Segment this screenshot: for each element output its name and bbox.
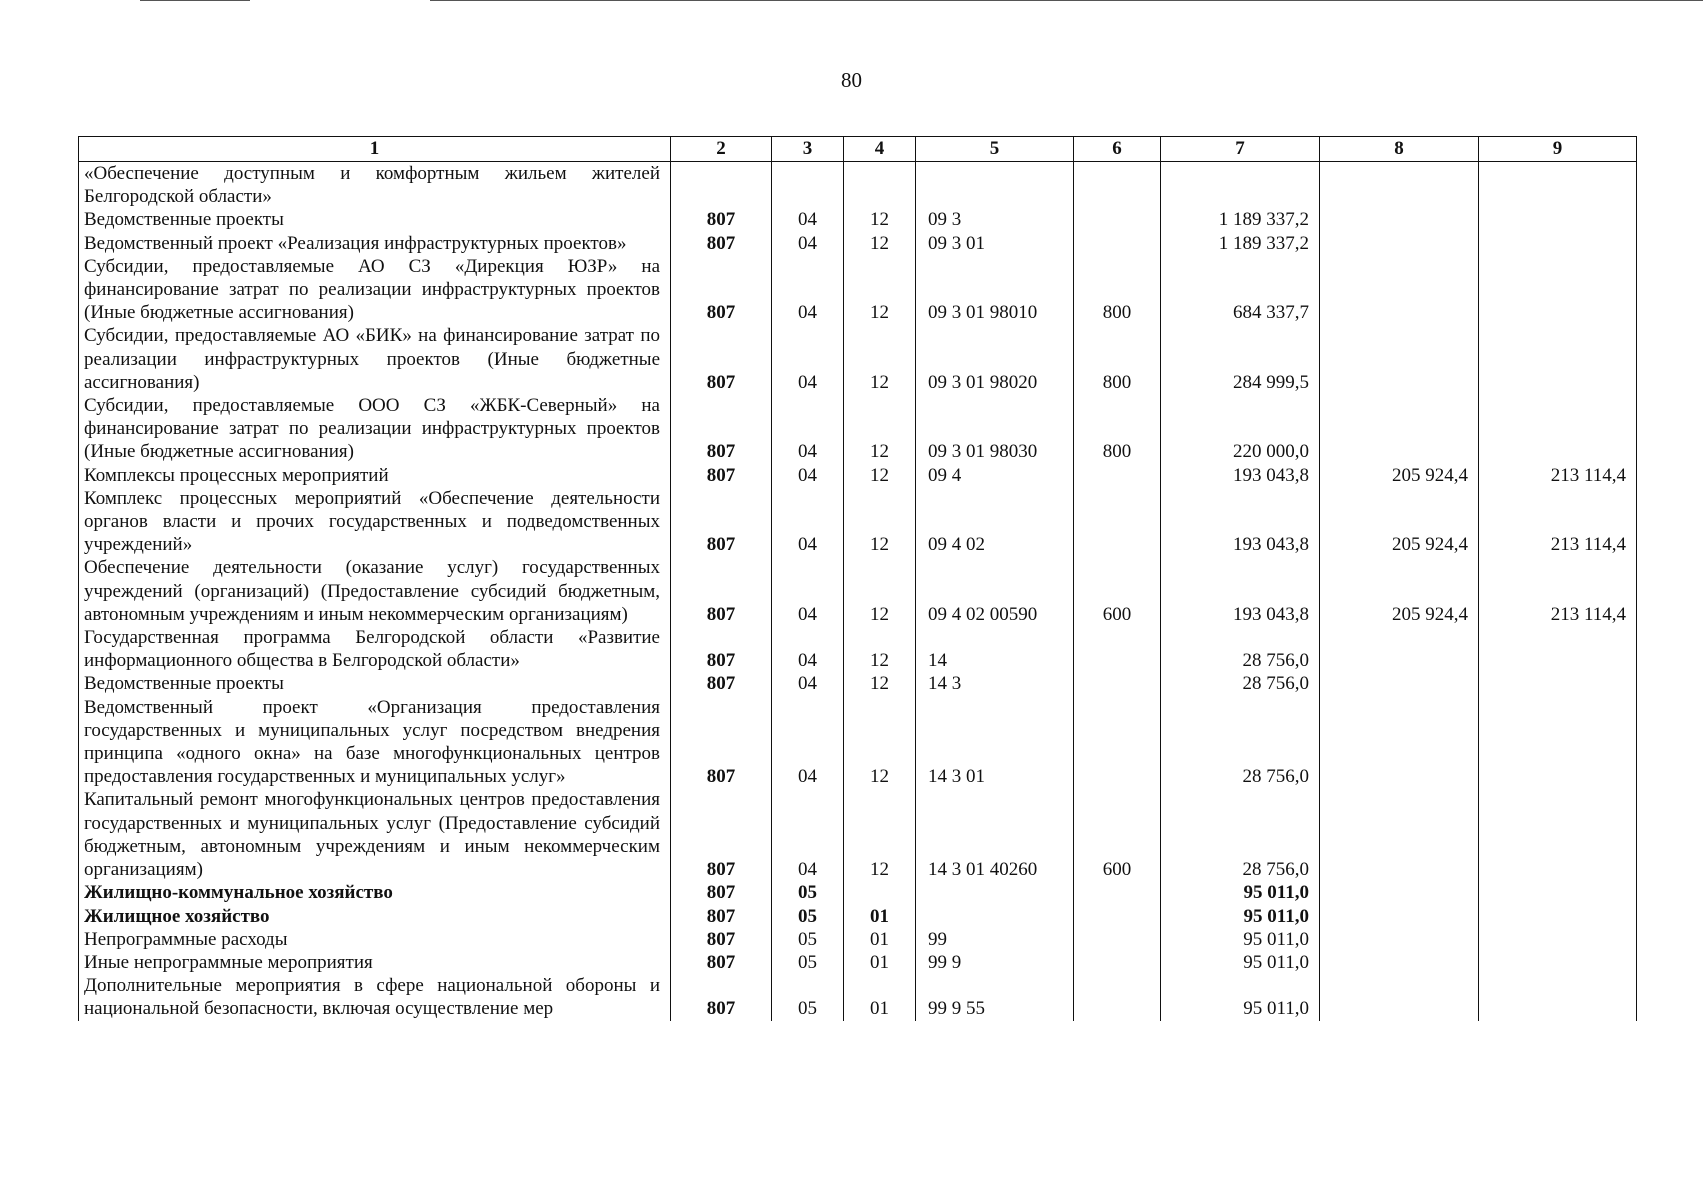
- expense-type-cell: 800: [1074, 255, 1161, 325]
- amount-year2-cell: [1320, 232, 1479, 255]
- table-header-row: [79, 137, 1637, 162]
- amount-year1-cell: 28 756,0: [1161, 626, 1320, 672]
- amount-year1-cell: 193 043,8: [1161, 556, 1320, 626]
- ministry-code-cell: 807: [671, 208, 772, 231]
- section-code-cell: 04: [772, 232, 844, 255]
- row-name-cell: Ведомственные проекты: [79, 208, 671, 231]
- table-row: [79, 394, 1637, 464]
- amount-year1-cell: 28 756,0: [1161, 788, 1320, 881]
- row-name-cell: Иные непрограммные мероприятия: [79, 951, 671, 974]
- target-article-cell: 09 3 01: [916, 232, 1074, 255]
- target-article-cell: 09 4 02 00590: [916, 556, 1074, 626]
- amount-year3-cell: [1479, 672, 1637, 695]
- row-name-cell: Ведомственный проект «Реализация инфраструктурных проектов»: [79, 232, 671, 255]
- expense-type-cell: [1074, 928, 1161, 951]
- subsection-code-cell: 12: [844, 696, 916, 789]
- section-code-cell: [772, 162, 844, 209]
- amount-year3-cell: 213 114,4: [1479, 487, 1637, 557]
- section-code-cell: 04: [772, 394, 844, 464]
- column-header: 7: [1161, 137, 1320, 162]
- table-row: [79, 905, 1637, 928]
- amount-year1-cell: 95 011,0: [1161, 905, 1320, 928]
- target-article-cell: [916, 162, 1074, 209]
- amount-year3-cell: [1479, 232, 1637, 255]
- amount-year3-cell: [1479, 788, 1637, 881]
- ministry-code-cell: 807: [671, 905, 772, 928]
- column-header: 9: [1479, 137, 1637, 162]
- subsection-code-cell: 01: [844, 905, 916, 928]
- column-header: 4: [844, 137, 916, 162]
- row-name-cell: Дополнительные мероприятия в сфере национальной обороны и национальной безопасности, включая осуществление мер: [79, 974, 671, 1020]
- expense-type-cell: [1074, 696, 1161, 789]
- table-row: [79, 974, 1637, 1020]
- amount-year2-cell: [1320, 951, 1479, 974]
- subsection-code-cell: 12: [844, 672, 916, 695]
- ministry-code-cell: 807: [671, 696, 772, 789]
- ministry-code-cell: 807: [671, 255, 772, 325]
- amount-year1-cell: 193 043,8: [1161, 464, 1320, 487]
- section-code-cell: 04: [772, 556, 844, 626]
- row-name-cell: Комплексы процессных мероприятий: [79, 464, 671, 487]
- target-article-cell: 14: [916, 626, 1074, 672]
- ministry-code-cell: 807: [671, 672, 772, 695]
- row-name-cell: Субсидии, предоставляемые АО «БИК» на финансирование затрат по реализации инфраструктурных проектов (Иные бюджетные ассигнования): [79, 324, 671, 394]
- amount-year2-cell: 205 924,4: [1320, 464, 1479, 487]
- ministry-code-cell: 807: [671, 951, 772, 974]
- ministry-code-cell: 807: [671, 556, 772, 626]
- ministry-code-cell: 807: [671, 394, 772, 464]
- row-name-cell: Субсидии, предоставляемые ООО СЗ «ЖБК-Северный» на финансирование затрат по реализации инфраструктурных проектов (Иные бюджетные ассигнования): [79, 394, 671, 464]
- amount-year1-cell: 684 337,7: [1161, 255, 1320, 325]
- ministry-code-cell: 807: [671, 974, 772, 1020]
- subsection-code-cell: 12: [844, 394, 916, 464]
- budget-table: [78, 136, 1637, 1021]
- amount-year2-cell: [1320, 696, 1479, 789]
- table-row: [79, 208, 1637, 231]
- top-edge-rule: [140, 0, 250, 1]
- subsection-code-cell: 01: [844, 951, 916, 974]
- section-code-cell: 04: [772, 324, 844, 394]
- amount-year1-cell: 1 189 337,2: [1161, 232, 1320, 255]
- amount-year1-cell: [1161, 162, 1320, 209]
- amount-year1-cell: 284 999,5: [1161, 324, 1320, 394]
- row-name-cell: Субсидии, предоставляемые АО СЗ «Дирекция ЮЗР» на финансирование затрат по реализации инфраструктурных проектов (Иные бюджетные ассигнования): [79, 255, 671, 325]
- column-header: 1: [79, 137, 671, 162]
- amount-year1-cell: 1 189 337,2: [1161, 208, 1320, 231]
- row-name-cell: Непрограммные расходы: [79, 928, 671, 951]
- row-name-cell: «Обеспечение доступным и комфортным жильем жителей Белгородской области»: [79, 162, 671, 209]
- amount-year3-cell: [1479, 881, 1637, 904]
- section-code-cell: 04: [772, 487, 844, 557]
- subsection-code-cell: 12: [844, 487, 916, 557]
- row-name-cell: Ведомственный проект «Организация предоставления государственных и муниципальных услуг посредством внедрения принципа «одного окна» на базе многофункциональных центров предоставления государственных и муниципальных услуг»: [79, 696, 671, 789]
- row-name-cell: Ведомственные проекты: [79, 672, 671, 695]
- subsection-code-cell: 01: [844, 974, 916, 1020]
- subsection-code-cell: 12: [844, 255, 916, 325]
- amount-year2-cell: [1320, 788, 1479, 881]
- target-article-cell: 14 3 01 40260: [916, 788, 1074, 881]
- section-code-cell: 04: [772, 672, 844, 695]
- amount-year2-cell: [1320, 881, 1479, 904]
- amount-year2-cell: [1320, 324, 1479, 394]
- table-row: [79, 232, 1637, 255]
- expense-type-cell: 600: [1074, 556, 1161, 626]
- target-article-cell: 09 3: [916, 208, 1074, 231]
- table-row: [79, 162, 1637, 209]
- column-header: 6: [1074, 137, 1161, 162]
- amount-year2-cell: [1320, 905, 1479, 928]
- target-article-cell: 09 4: [916, 464, 1074, 487]
- table-row: [79, 672, 1637, 695]
- top-edge-rule: [430, 0, 1703, 1]
- amount-year2-cell: [1320, 208, 1479, 231]
- section-code-cell: 04: [772, 464, 844, 487]
- page-number: 80: [841, 68, 862, 92]
- target-article-cell: 14 3 01: [916, 696, 1074, 789]
- amount-year2-cell: [1320, 672, 1479, 695]
- row-name-cell: Обеспечение деятельности (оказание услуг) государственных учреждений (организаций) (Предоставление субсидий бюджетным, автономным учреждениям и иным некоммерческим организациям): [79, 556, 671, 626]
- amount-year1-cell: 193 043,8: [1161, 487, 1320, 557]
- section-code-cell: 04: [772, 255, 844, 325]
- table-row: [79, 951, 1637, 974]
- section-code-cell: 05: [772, 951, 844, 974]
- amount-year1-cell: 28 756,0: [1161, 696, 1320, 789]
- table-row: [79, 696, 1637, 789]
- amount-year3-cell: [1479, 905, 1637, 928]
- column-header: 8: [1320, 137, 1479, 162]
- amount-year2-cell: [1320, 255, 1479, 325]
- ministry-code-cell: 807: [671, 232, 772, 255]
- amount-year3-cell: [1479, 951, 1637, 974]
- row-name-cell: Государственная программа Белгородской области «Развитие информационного общества в Белгородской области»: [79, 626, 671, 672]
- section-code-cell: 05: [772, 928, 844, 951]
- subsection-code-cell: [844, 162, 916, 209]
- section-code-cell: 05: [772, 881, 844, 904]
- column-header: 2: [671, 137, 772, 162]
- subsection-code-cell: 12: [844, 208, 916, 231]
- target-article-cell: 09 4 02: [916, 487, 1074, 557]
- amount-year3-cell: 213 114,4: [1479, 556, 1637, 626]
- ministry-code-cell: 807: [671, 487, 772, 557]
- amount-year3-cell: [1479, 255, 1637, 325]
- target-article-cell: 09 3 01 98020: [916, 324, 1074, 394]
- target-article-cell: 09 3 01 98010: [916, 255, 1074, 325]
- ministry-code-cell: 807: [671, 324, 772, 394]
- expense-type-cell: [1074, 974, 1161, 1020]
- target-article-cell: [916, 881, 1074, 904]
- amount-year2-cell: 205 924,4: [1320, 556, 1479, 626]
- amount-year3-cell: [1479, 696, 1637, 789]
- ministry-code-cell: 807: [671, 788, 772, 881]
- target-article-cell: 99: [916, 928, 1074, 951]
- amount-year3-cell: [1479, 394, 1637, 464]
- expense-type-cell: 800: [1074, 324, 1161, 394]
- amount-year2-cell: [1320, 626, 1479, 672]
- table-row: [79, 556, 1637, 626]
- amount-year1-cell: 95 011,0: [1161, 974, 1320, 1020]
- amount-year2-cell: 205 924,4: [1320, 487, 1479, 557]
- section-code-cell: 05: [772, 905, 844, 928]
- expense-type-cell: [1074, 232, 1161, 255]
- amount-year1-cell: 95 011,0: [1161, 951, 1320, 974]
- section-code-cell: 04: [772, 696, 844, 789]
- table-row: [79, 928, 1637, 951]
- table-row: [79, 464, 1637, 487]
- target-article-cell: 09 3 01 98030: [916, 394, 1074, 464]
- amount-year3-cell: [1479, 974, 1637, 1020]
- column-header: 5: [916, 137, 1074, 162]
- expense-type-cell: [1074, 951, 1161, 974]
- section-code-cell: 04: [772, 788, 844, 881]
- ministry-code-cell: 807: [671, 626, 772, 672]
- ministry-code-cell: 807: [671, 928, 772, 951]
- expense-type-cell: [1074, 487, 1161, 557]
- amount-year1-cell: 28 756,0: [1161, 672, 1320, 695]
- target-article-cell: [916, 905, 1074, 928]
- target-article-cell: 14 3: [916, 672, 1074, 695]
- target-article-cell: 99 9: [916, 951, 1074, 974]
- expense-type-cell: [1074, 881, 1161, 904]
- row-name-cell: Жилищное хозяйство: [79, 905, 671, 928]
- row-name-cell: Капитальный ремонт многофункциональных центров предоставления государственных и муниципальных услуг (Предоставление субсидий бюджетным, автономным учреждениям и иным некоммерческим организациям): [79, 788, 671, 881]
- subsection-code-cell: 12: [844, 464, 916, 487]
- amount-year2-cell: [1320, 162, 1479, 209]
- amount-year2-cell: [1320, 928, 1479, 951]
- section-code-cell: 05: [772, 974, 844, 1020]
- subsection-code-cell: [844, 881, 916, 904]
- amount-year1-cell: 95 011,0: [1161, 881, 1320, 904]
- section-code-cell: 04: [772, 208, 844, 231]
- subsection-code-cell: 12: [844, 556, 916, 626]
- ministry-code-cell: 807: [671, 464, 772, 487]
- target-article-cell: 99 9 55: [916, 974, 1074, 1020]
- subsection-code-cell: 01: [844, 928, 916, 951]
- subsection-code-cell: 12: [844, 232, 916, 255]
- table-row: [79, 626, 1637, 672]
- section-code-cell: 04: [772, 626, 844, 672]
- amount-year3-cell: [1479, 928, 1637, 951]
- subsection-code-cell: 12: [844, 324, 916, 394]
- amount-year2-cell: [1320, 394, 1479, 464]
- ministry-code-cell: 807: [671, 881, 772, 904]
- row-name-cell: Комплекс процессных мероприятий «Обеспечение деятельности органов власти и прочих государственных и подведомственных учреждений»: [79, 487, 671, 557]
- table-row: [79, 324, 1637, 394]
- ministry-code-cell: [671, 162, 772, 209]
- expense-type-cell: [1074, 464, 1161, 487]
- table-row: [79, 487, 1637, 557]
- table-row: [79, 881, 1637, 904]
- amount-year1-cell: 220 000,0: [1161, 394, 1320, 464]
- subsection-code-cell: 12: [844, 626, 916, 672]
- amount-year3-cell: [1479, 324, 1637, 394]
- expense-type-cell: [1074, 672, 1161, 695]
- amount-year1-cell: 95 011,0: [1161, 928, 1320, 951]
- amount-year3-cell: [1479, 162, 1637, 209]
- row-name-cell: Жилищно-коммунальное хозяйство: [79, 881, 671, 904]
- expense-type-cell: [1074, 162, 1161, 209]
- expense-type-cell: 800: [1074, 394, 1161, 464]
- expense-type-cell: [1074, 905, 1161, 928]
- amount-year3-cell: [1479, 208, 1637, 231]
- expense-type-cell: [1074, 626, 1161, 672]
- table-row: [79, 788, 1637, 881]
- amount-year3-cell: 213 114,4: [1479, 464, 1637, 487]
- column-header: 3: [772, 137, 844, 162]
- expense-type-cell: 600: [1074, 788, 1161, 881]
- subsection-code-cell: 12: [844, 788, 916, 881]
- amount-year2-cell: [1320, 974, 1479, 1020]
- table-row: [79, 255, 1637, 325]
- amount-year3-cell: [1479, 626, 1637, 672]
- expense-type-cell: [1074, 208, 1161, 231]
